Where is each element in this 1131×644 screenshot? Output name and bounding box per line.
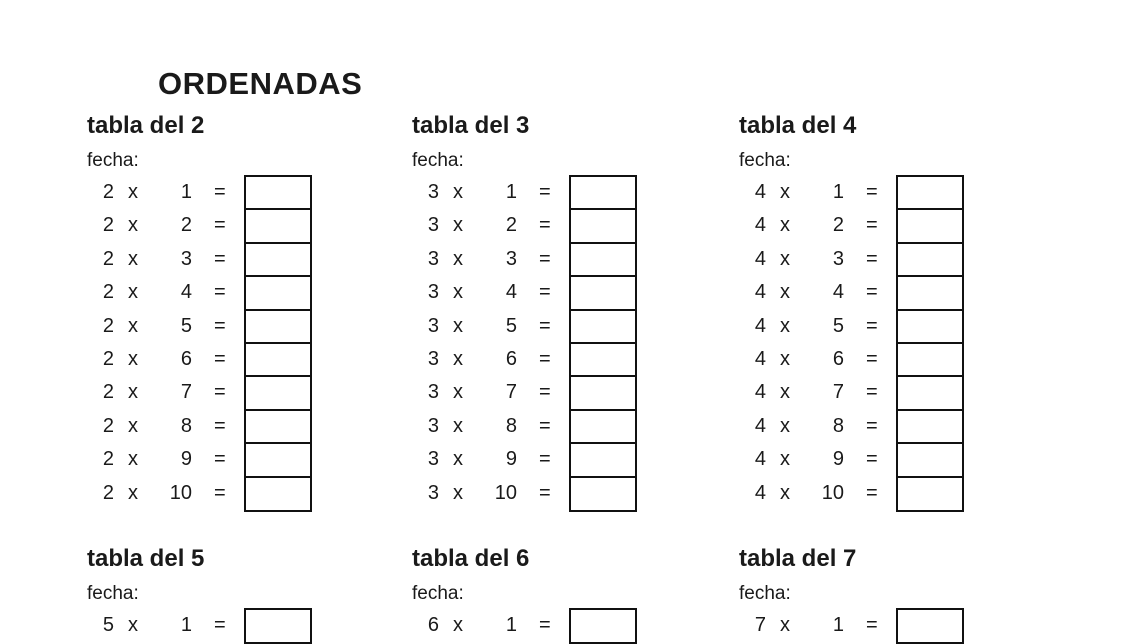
answer-box[interactable] <box>569 309 637 343</box>
times-sign: x <box>128 448 138 471</box>
answer-box[interactable] <box>244 275 312 309</box>
multiplicand: 3 <box>427 381 439 404</box>
equals-sign: = <box>214 448 226 471</box>
multiplicand: 2 <box>102 281 114 304</box>
multiplicand: 3 <box>427 214 439 237</box>
equals-sign: = <box>866 281 878 304</box>
multiplicand: 5 <box>102 614 114 636</box>
times-sign: x <box>453 348 463 370</box>
multiplicand: 2 <box>102 214 114 237</box>
multiplier: 5 <box>832 314 844 337</box>
times-sign: x <box>780 247 790 270</box>
multiplier: 6 <box>832 348 844 370</box>
answer-box[interactable] <box>244 309 312 343</box>
equation-row <box>412 375 712 409</box>
multiplicand: 3 <box>427 181 439 203</box>
multiplier: 9 <box>180 448 192 471</box>
multiplier: 10 <box>494 481 517 504</box>
multiplier: 2 <box>832 214 844 237</box>
times-sign: x <box>780 381 790 404</box>
answer-box[interactable] <box>896 175 964 209</box>
equation-row <box>87 275 387 309</box>
equation-row <box>87 476 387 510</box>
answer-box[interactable] <box>244 242 312 276</box>
date-label: fecha: <box>739 150 791 171</box>
multiplicand: 3 <box>427 314 439 337</box>
equals-sign: = <box>214 214 226 237</box>
equation-row <box>739 242 1039 276</box>
times-sign: x <box>780 314 790 337</box>
equation-row <box>87 342 387 376</box>
equation-row <box>739 476 1039 510</box>
multiplier: 1 <box>505 614 517 636</box>
table-title: tabla del 7 <box>739 545 857 572</box>
answer-box[interactable] <box>569 208 637 242</box>
equals-sign: = <box>866 214 878 237</box>
answer-box[interactable] <box>896 608 964 644</box>
equation-row <box>739 175 1039 209</box>
table-title: tabla del 6 <box>412 545 530 572</box>
answer-box[interactable] <box>896 275 964 309</box>
multiplier: 8 <box>180 414 192 437</box>
multiplicand: 3 <box>427 481 439 504</box>
times-sign: x <box>453 381 463 404</box>
multiplier: 2 <box>180 214 192 237</box>
equation-row <box>87 175 387 209</box>
multiplicand: 4 <box>754 214 766 237</box>
answer-box[interactable] <box>896 375 964 409</box>
equation-row <box>87 442 387 476</box>
equals-sign: = <box>539 381 551 404</box>
equation-row <box>412 309 712 343</box>
multiplier: 4 <box>505 281 517 304</box>
answer-box[interactable] <box>244 175 312 209</box>
answer-box[interactable] <box>244 342 312 376</box>
equals-sign: = <box>539 314 551 337</box>
answer-box[interactable] <box>896 442 964 476</box>
equals-sign: = <box>214 481 226 504</box>
answer-box[interactable] <box>244 608 312 644</box>
answer-box[interactable] <box>244 375 312 409</box>
equation-row <box>412 342 712 376</box>
times-sign: x <box>780 214 790 237</box>
times-sign: x <box>453 448 463 471</box>
equals-sign: = <box>866 348 878 370</box>
equation-row <box>739 309 1039 343</box>
multiplicand: 2 <box>102 481 114 504</box>
times-sign: x <box>780 181 790 203</box>
multiplicand: 3 <box>427 348 439 370</box>
answer-box[interactable] <box>569 175 637 209</box>
equals-sign: = <box>866 414 878 437</box>
date-label: fecha: <box>87 583 139 604</box>
equals-sign: = <box>866 481 878 504</box>
equals-sign: = <box>214 381 226 404</box>
multiplicand: 4 <box>754 448 766 471</box>
equals-sign: = <box>214 414 226 437</box>
answer-box[interactable] <box>244 476 312 512</box>
times-sign: x <box>453 614 463 636</box>
equation-row <box>412 608 712 642</box>
multiplicand: 4 <box>754 181 766 203</box>
answer-box[interactable] <box>244 208 312 242</box>
times-sign: x <box>128 181 138 203</box>
multiplicand: 2 <box>102 448 114 471</box>
answer-box[interactable] <box>244 442 312 476</box>
equals-sign: = <box>866 381 878 404</box>
answer-box[interactable] <box>896 476 964 512</box>
multiplier: 7 <box>505 381 517 404</box>
date-label: fecha: <box>87 150 139 171</box>
equals-sign: = <box>866 247 878 270</box>
multiplicand: 6 <box>427 614 439 636</box>
answer-box[interactable] <box>569 476 637 512</box>
multiplicand: 2 <box>102 381 114 404</box>
multiplicand: 7 <box>754 614 766 636</box>
times-sign: x <box>453 414 463 437</box>
equals-sign: = <box>539 614 551 636</box>
equation-row <box>739 375 1039 409</box>
equation-row <box>87 608 387 642</box>
equals-sign: = <box>214 247 226 270</box>
times-sign: x <box>453 181 463 203</box>
multiplier: 8 <box>832 414 844 437</box>
equals-sign: = <box>866 314 878 337</box>
multiplicand: 2 <box>102 314 114 337</box>
times-sign: x <box>453 281 463 304</box>
answer-box[interactable] <box>896 242 964 276</box>
multiplier: 3 <box>180 247 192 270</box>
multiplicand: 3 <box>427 247 439 270</box>
equals-sign: = <box>539 214 551 237</box>
times-sign: x <box>780 414 790 437</box>
times-sign: x <box>128 614 138 636</box>
multiplier: 10 <box>821 481 844 504</box>
answer-box[interactable] <box>896 342 964 376</box>
equation-row <box>412 442 712 476</box>
multiplier: 2 <box>505 214 517 237</box>
multiplicand: 2 <box>102 181 114 203</box>
times-sign: x <box>780 614 790 636</box>
multiplier: 3 <box>832 247 844 270</box>
equals-sign: = <box>214 614 226 636</box>
equals-sign: = <box>214 314 226 337</box>
equation-row <box>739 409 1039 443</box>
times-sign: x <box>780 348 790 370</box>
table-title: tabla del 3 <box>412 112 530 139</box>
multiplier: 1 <box>180 181 192 203</box>
multiplicand: 3 <box>427 448 439 471</box>
times-sign: x <box>128 414 138 437</box>
multiplicand: 2 <box>102 348 114 370</box>
table-title: tabla del 4 <box>739 112 857 139</box>
equals-sign: = <box>539 481 551 504</box>
multiplier: 7 <box>832 381 844 404</box>
answer-box[interactable] <box>569 608 637 644</box>
equation-row <box>739 442 1039 476</box>
times-sign: x <box>128 281 138 304</box>
multiplier: 9 <box>505 448 517 471</box>
equation-row <box>412 476 712 510</box>
table-title: tabla del 2 <box>87 112 205 139</box>
multiplier: 1 <box>505 181 517 203</box>
times-sign: x <box>453 481 463 504</box>
multiplicand: 4 <box>754 247 766 270</box>
multiplier: 4 <box>180 281 192 304</box>
multiplicand: 4 <box>754 314 766 337</box>
multiplier: 5 <box>180 314 192 337</box>
times-sign: x <box>780 448 790 471</box>
answer-box[interactable] <box>896 309 964 343</box>
multiplier: 5 <box>505 314 517 337</box>
equation-row <box>87 309 387 343</box>
answer-box[interactable] <box>569 409 637 443</box>
equals-sign: = <box>214 281 226 304</box>
multiplier: 6 <box>180 348 192 370</box>
table-title: tabla del 5 <box>87 545 205 572</box>
times-sign: x <box>128 481 138 504</box>
equals-sign: = <box>539 247 551 270</box>
multiplier: 1 <box>832 614 844 636</box>
equals-sign: = <box>214 348 226 370</box>
multiplier: 10 <box>169 481 192 504</box>
multiplicand: 3 <box>427 281 439 304</box>
equals-sign: = <box>539 281 551 304</box>
multiplicand: 2 <box>102 247 114 270</box>
equation-row <box>412 175 712 209</box>
equation-row <box>87 375 387 409</box>
answer-box[interactable] <box>569 375 637 409</box>
equation-row <box>87 208 387 242</box>
equation-row <box>412 275 712 309</box>
equation-row <box>87 242 387 276</box>
equals-sign: = <box>866 448 878 471</box>
times-sign: x <box>128 247 138 270</box>
times-sign: x <box>128 314 138 337</box>
answer-box[interactable] <box>896 409 964 443</box>
equation-row <box>87 409 387 443</box>
answer-box[interactable] <box>569 342 637 376</box>
equation-row <box>412 208 712 242</box>
times-sign: x <box>128 348 138 370</box>
answer-box[interactable] <box>569 275 637 309</box>
equation-row <box>412 409 712 443</box>
multiplier: 1 <box>180 614 192 636</box>
answer-box[interactable] <box>244 409 312 443</box>
times-sign: x <box>453 247 463 270</box>
multiplicand: 2 <box>102 414 114 437</box>
times-sign: x <box>128 381 138 404</box>
answer-box[interactable] <box>896 208 964 242</box>
multiplier: 3 <box>505 247 517 270</box>
equals-sign: = <box>866 614 878 636</box>
equation-row <box>412 242 712 276</box>
answer-box[interactable] <box>569 242 637 276</box>
multiplicand: 4 <box>754 281 766 304</box>
multiplicand: 3 <box>427 414 439 437</box>
equation-row <box>739 342 1039 376</box>
equals-sign: = <box>539 348 551 370</box>
date-label: fecha: <box>412 150 464 171</box>
multiplier: 4 <box>832 281 844 304</box>
multiplicand: 4 <box>754 481 766 504</box>
answer-box[interactable] <box>569 442 637 476</box>
times-sign: x <box>453 214 463 237</box>
date-label: fecha: <box>412 583 464 604</box>
multiplier: 6 <box>505 348 517 370</box>
multiplicand: 4 <box>754 381 766 404</box>
times-sign: x <box>128 214 138 237</box>
page-title: ORDENADAS <box>158 66 363 101</box>
equals-sign: = <box>539 448 551 471</box>
equals-sign: = <box>866 181 878 203</box>
times-sign: x <box>780 481 790 504</box>
multiplicand: 4 <box>754 414 766 437</box>
equals-sign: = <box>214 181 226 203</box>
multiplier: 8 <box>505 414 517 437</box>
equation-row <box>739 608 1039 642</box>
multiplier: 7 <box>180 381 192 404</box>
equation-row <box>739 275 1039 309</box>
equals-sign: = <box>539 414 551 437</box>
times-sign: x <box>780 281 790 304</box>
date-label: fecha: <box>739 583 791 604</box>
multiplier: 9 <box>832 448 844 471</box>
multiplicand: 4 <box>754 348 766 370</box>
equals-sign: = <box>539 181 551 203</box>
times-sign: x <box>453 314 463 337</box>
equation-row <box>739 208 1039 242</box>
multiplier: 1 <box>832 181 844 203</box>
